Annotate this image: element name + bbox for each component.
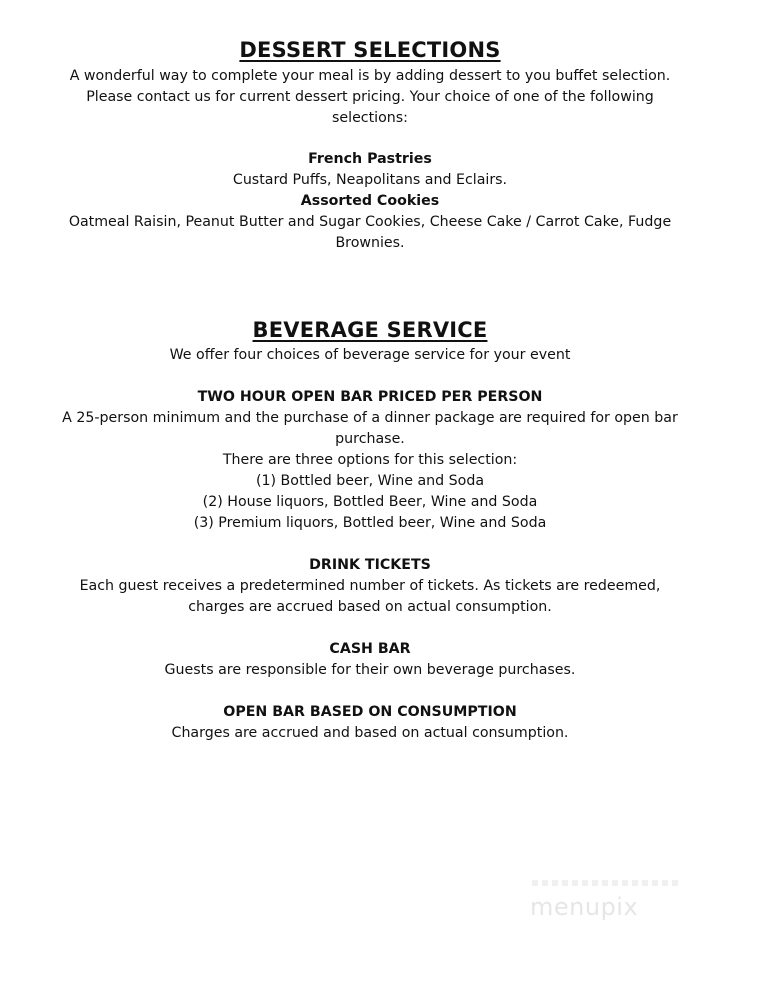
beverage-option-text: (2) House liquors, Bottled Beer, Wine and Soda	[202, 494, 538, 510]
beverage-option-drink-tickets	[40, 555, 700, 618]
dessert-items	[40, 149, 700, 254]
beverage-option-open-bar	[40, 387, 700, 534]
beverage-intro: We offer four choices of beverage service for your event	[169, 347, 571, 363]
beverage-option-heading: TWO HOUR OPEN BAR PRICED PER PERSON	[197, 389, 543, 405]
dessert-item-text: Custard Puffs, Neapolitans and Eclairs.	[232, 172, 508, 188]
dessert-item-heading: Assorted Cookies	[300, 193, 440, 209]
beverage-option-text: Guests are responsible for their own beverage purchases.	[164, 662, 576, 678]
beverage-option-text: (1) Bottled beer, Wine and Soda	[255, 473, 485, 489]
beverage-option-heading: OPEN BAR BASED ON CONSUMPTION	[223, 704, 517, 720]
dessert-item-heading: French Pastries	[308, 151, 432, 167]
watermark-decoration	[532, 880, 682, 886]
beverage-option-text: There are three options for this selection:	[222, 452, 518, 468]
beverage-option-cash-bar	[40, 639, 700, 681]
beverage-option-consumption	[40, 702, 700, 744]
dessert-intro	[40, 66, 700, 129]
watermark-logo: menupix	[530, 893, 639, 921]
beverage-option-text: (3) Premium liquors, Bottled beer, Wine and Soda	[193, 515, 547, 531]
beverage-option-heading: CASH BAR	[329, 641, 411, 657]
beverage-option-text: Charges are accrued and based on actual consumption.	[171, 725, 569, 741]
dessert-item-text: Brownies.	[335, 235, 405, 251]
dessert-intro-line: Please contact us for current dessert pricing. Your choice of one of the following	[86, 89, 654, 105]
dessert-intro-line: A wonderful way to complete your meal is by adding dessert to you buffet selection.	[69, 68, 671, 84]
beverage-title: BEVERAGE SERVICE	[252, 318, 488, 342]
beverage-option-text: A 25-person minimum and the purchase of a dinner package are required for open bar	[62, 410, 678, 426]
dessert-intro-line: selections:	[332, 110, 408, 126]
beverage-option-text: Each guest receives a predetermined number of tickets. As tickets are redeemed,	[79, 578, 661, 594]
beverage-option-heading: DRINK TICKETS	[309, 557, 431, 573]
dessert-item-text: Oatmeal Raisin, Peanut Butter and Sugar Cookies, Cheese Cake / Carrot Cake, Fudge	[68, 214, 672, 230]
beverage-option-text: purchase.	[335, 431, 405, 447]
beverage-option-text: charges are accrued based on actual consumption.	[188, 599, 552, 615]
dessert-title: DESSERT SELECTIONS	[239, 38, 501, 62]
